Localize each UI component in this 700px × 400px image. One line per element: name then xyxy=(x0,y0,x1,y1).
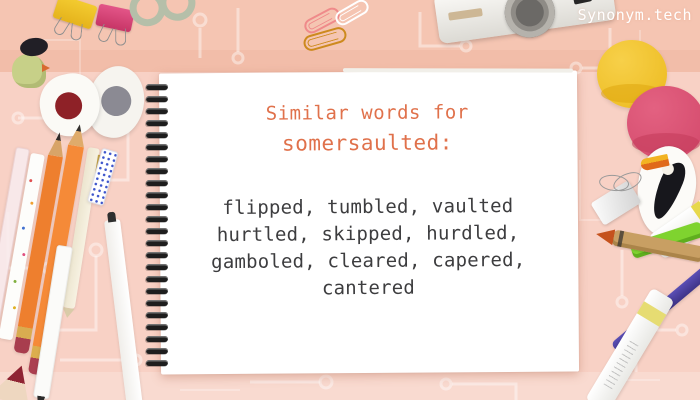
spiral-loop xyxy=(146,180,168,186)
spiral-loop xyxy=(146,96,168,102)
spiral-loop xyxy=(146,168,168,174)
binder-clip-wire xyxy=(115,29,126,46)
spiral-loop xyxy=(146,252,168,258)
spiral-loop xyxy=(146,120,168,126)
spiral-loop xyxy=(146,348,168,354)
spiral-loop xyxy=(146,360,168,366)
yellow-binder-clip-icon xyxy=(52,0,97,30)
spiral-loop xyxy=(146,264,168,270)
title-line-1: Similar words for xyxy=(265,101,469,125)
spiral-loop xyxy=(146,132,168,138)
spiral-loop xyxy=(146,276,168,282)
bird-figurine-icon xyxy=(12,44,52,88)
camera-button xyxy=(572,0,592,5)
headword: somersaulted: xyxy=(281,130,453,156)
spiral-loop xyxy=(146,204,168,210)
spiral-loop xyxy=(146,240,168,246)
spiral-loop xyxy=(146,216,168,222)
spiral-loop xyxy=(146,336,168,342)
stone-center xyxy=(98,83,134,119)
spiral-loop xyxy=(146,324,168,330)
spiral-loop xyxy=(146,300,168,306)
synonym-line: flipped, tumbled, vaulted xyxy=(222,194,514,220)
spiral-loop xyxy=(146,84,168,90)
synonym-list xyxy=(170,193,567,304)
synonym-line: hurtled, skipped, hurdled, xyxy=(216,221,520,247)
spiral-loop xyxy=(146,312,168,318)
spiral-loop xyxy=(146,144,168,150)
bird-body xyxy=(12,54,46,88)
synonym-line: gamboled, cleared, capered, xyxy=(211,248,526,274)
page-title xyxy=(169,97,565,160)
spiral-loop xyxy=(146,192,168,198)
camera-stripe xyxy=(448,8,483,21)
spiral-loop xyxy=(146,288,168,294)
synonym-line: cantered xyxy=(321,276,416,300)
site-watermark: Synonym.tech xyxy=(577,6,692,24)
bird-beak xyxy=(42,64,50,72)
stone-center xyxy=(53,90,85,122)
spiral-binding xyxy=(146,84,172,366)
spiral-loop xyxy=(146,156,168,162)
notepad xyxy=(159,71,579,375)
spiral-loop xyxy=(146,228,168,234)
spiral-loop xyxy=(146,108,168,114)
